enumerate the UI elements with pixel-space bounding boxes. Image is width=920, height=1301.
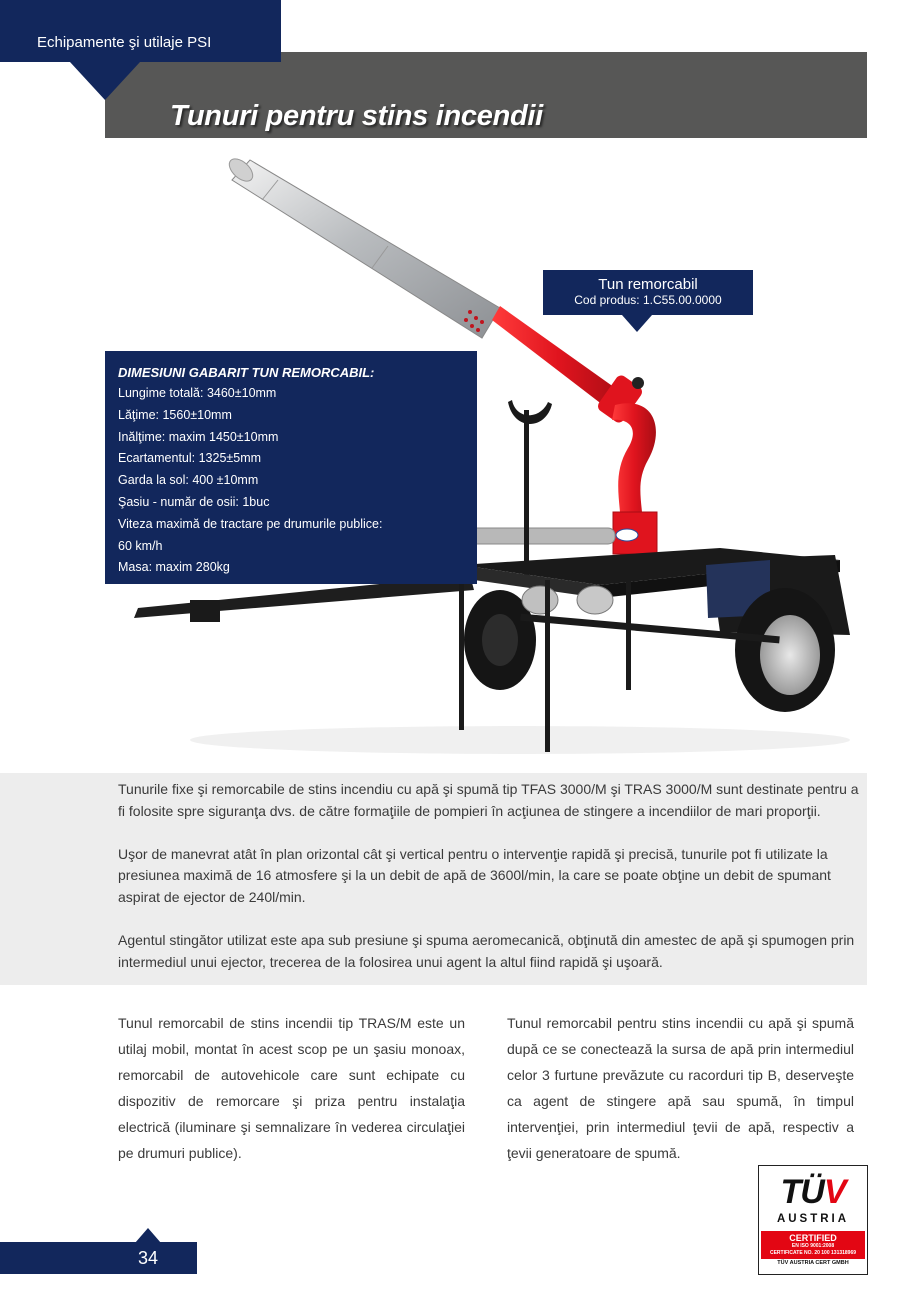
spec-max-speed-value: 60 km/h	[118, 538, 163, 553]
page-title: Tunuri pentru stins incendii	[170, 100, 543, 132]
page-bar-notch	[135, 1228, 161, 1243]
certification-issuer: TÜV AUSTRIA CERT GMBH	[777, 1260, 849, 1266]
product-code: Cod produs: 1.C55.00.0000	[574, 293, 722, 307]
product-callout	[543, 270, 753, 315]
intro-section	[0, 773, 867, 985]
spec-ground-clearance: Garda la sol: 400 ±10mm	[118, 473, 259, 488]
body-column-right: Tunul remorcabil pentru stins incendii cu apă şi spumă după ce se conectează la sursa de apă prin intermediul celor 3 furtune prevăzute cu racorduri tip B, deserveşte ca agent de stingere apă sau spumă, în timpul intervenţiei, prin intermediul ţevii de apă, respectiv a ţevii generatoare de spumă.	[507, 1015, 854, 1161]
intro-paragraph: Agentul stingător utilizat este apa sub presiune şi spuma aeromecanică, obţinută din amestec de apă şi spumogen prin intermediul unui ejector, trecerea de la folosirea unui agent la altul fiind rapidă şi uşoară.	[118, 932, 855, 970]
page-number: 34	[138, 1248, 159, 1268]
callout-pointer	[622, 315, 652, 332]
spec-height: Inălţime: maxim 1450±10mm	[118, 429, 279, 444]
dimensions-title: DIMESIUNI GABARIT TUN REMORCABIL:	[118, 365, 375, 380]
spec-axles: Şasiu - număr de osii: 1buc	[118, 494, 270, 509]
certificate-number: CERTIFICATE NO. 20 100 131318969	[769, 1250, 857, 1256]
iso-standard: EN ISO 9001:2008	[791, 1243, 835, 1249]
spec-track-width: Ecartamentul: 1325±5mm	[118, 451, 262, 466]
spec-length: Lungime totală: 3460±10mm	[118, 386, 277, 400]
intro-paragraph: Tunurile fixe şi remorcabile de stins incendiu cu apă şi spumă tip TFAS 3000/M şi TRAS 3000/M sunt destinate pentru a fi folosite spre siguranţa dvs. de către formaţiile de pompieri în acţiunea de stingere a incendiilor de mari proporţii.	[118, 781, 859, 819]
tuv-brand-tu: TÜ	[780, 1173, 824, 1211]
callout-title: Tun remorcabil	[598, 276, 698, 293]
body-column-left: Tunul remorcabil de stins incendii tip TRAS/M este un utilaj mobil, montat în acest scop pe un şasiu monoax, remorcabil de autovehicole care sunt echipate cu dispozitiv de remorcare şi priza pentru instalaţia electrică (iluminare şi semnalizare în vederea circulaţiei pe drumuri publice).	[118, 1015, 465, 1161]
tuv-logo-mark	[759, 1174, 867, 1210]
tuv-brand-v: V	[823, 1173, 846, 1211]
section-label: Echipamente şi utilaje PSI	[0, 0, 281, 62]
spec-width: Lăţime: 1560±10mm	[118, 407, 232, 422]
tuv-country: AUSTRIA	[776, 1213, 850, 1225]
tuv-austria-certification-logo	[758, 1165, 868, 1275]
spec-max-speed-label: Viteza maximă de tractare pe drumurile publice:	[118, 516, 383, 531]
certification-badge	[761, 1231, 865, 1259]
page-number-bar	[0, 1242, 197, 1274]
intro-paragraph: Uşor de manevrat atât în plan orizontal cât şi vertical pentru o intervenţie rapidă şi precisă, tunurile pot fi utilizate la presiunea maximă de 16 atmosfere şi la un debit de apă de 3600l/min, la care se poate obţine un debit de spumant aspirat de ejector de 240l/min.	[118, 845, 831, 905]
certified-label: CERTIFIED	[789, 1233, 837, 1243]
section-tab-pointer	[70, 62, 140, 100]
dimensions-panel	[105, 351, 477, 584]
spec-mass: Masa: maxim 280kg	[118, 560, 230, 575]
